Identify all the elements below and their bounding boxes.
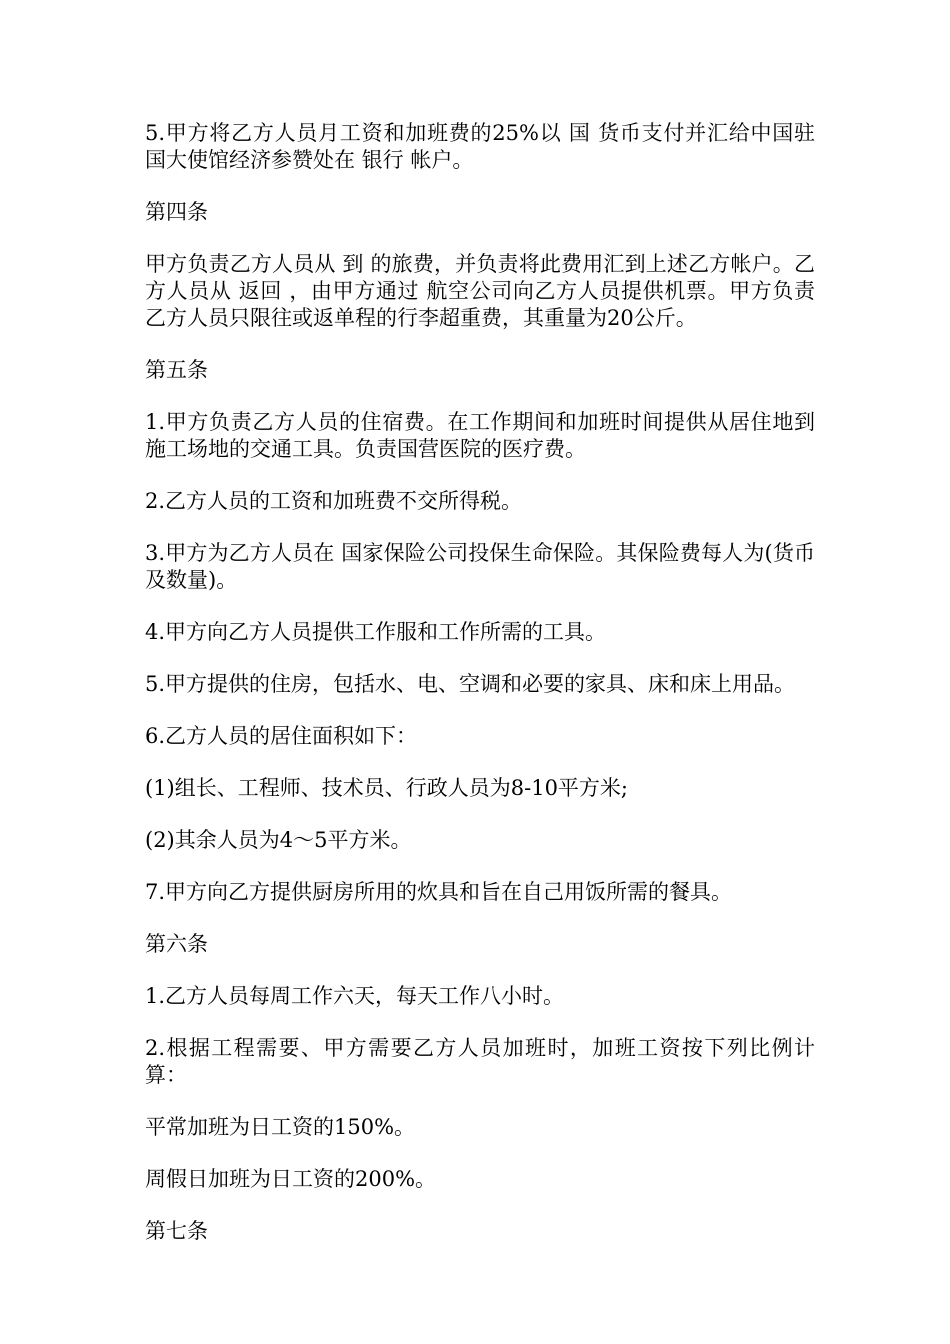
paragraph-payment-currency: 5.甲方将乙方人员月工资和加班费的25%以 国 货币支付并汇给中国驻 国大使馆经济参赞处在 银行 帐户。	[145, 121, 822, 172]
paragraph-work-clothes: 4.甲方向乙方人员提供工作服和工作所需的工具。	[145, 620, 607, 644]
paragraph-housing: 5.甲方提供的住房，包括水、电、空调和必要的家具、床和床上用品。	[145, 672, 796, 696]
paragraph-living-area-staff: (1)组长、工程师、技术员、行政人员为8-10平方米;	[145, 776, 628, 800]
article-5-heading: 第五条	[145, 358, 208, 382]
paragraph-income-tax: 2.乙方人员的工资和加班费不交所得税。	[145, 489, 523, 513]
paragraph-working-hours: 1.乙方人员每周工作六天，每天工作八小时。	[145, 984, 565, 1008]
paragraph-overtime-holiday: 周假日加班为日工资的200%。	[145, 1167, 437, 1191]
paragraph-kitchenware: 7.甲方向乙方提供厨房所用的炊具和旨在自己用饭所需的餐具。	[145, 880, 733, 904]
paragraph-travel-expenses: 甲方负责乙方人员从 到 的旅费，并负责将此费用汇到上述乙方帐户。乙方人员从 返回 ，由甲方通过 航空公司向乙方人员提供机票。甲方负责乙方人员只限往或返单程的行李超重费，其重量为20公斤。	[145, 252, 815, 330]
paragraph-life-insurance: 3.甲方为乙方人员在 国家保险公司投保生命保险。其保险费每人为(货币及数量)。	[145, 541, 815, 592]
article-6-heading: 第六条	[145, 932, 208, 956]
paragraph-accommodation: 1.甲方负责乙方人员的住宿费。在工作期间和加班时间提供从居住地到施工场地的交通工具。负责国营医院的医疗费。	[145, 410, 815, 461]
paragraph-living-area: 6.乙方人员的居住面积如下：	[145, 724, 418, 748]
paragraph-overtime-normal: 平常加班为日工资的150%。	[145, 1115, 416, 1139]
paragraph-living-area-others: (2)其余人员为4～5平方米。	[145, 828, 412, 852]
paragraph-overtime: 2.根据工程需要、甲方需要乙方人员加班时，加班工资按下列比例计算：	[145, 1036, 815, 1087]
article-4-heading: 第四条	[145, 200, 208, 224]
document-page	[145, 120, 822, 1270]
article-7-heading: 第七条	[145, 1219, 208, 1243]
